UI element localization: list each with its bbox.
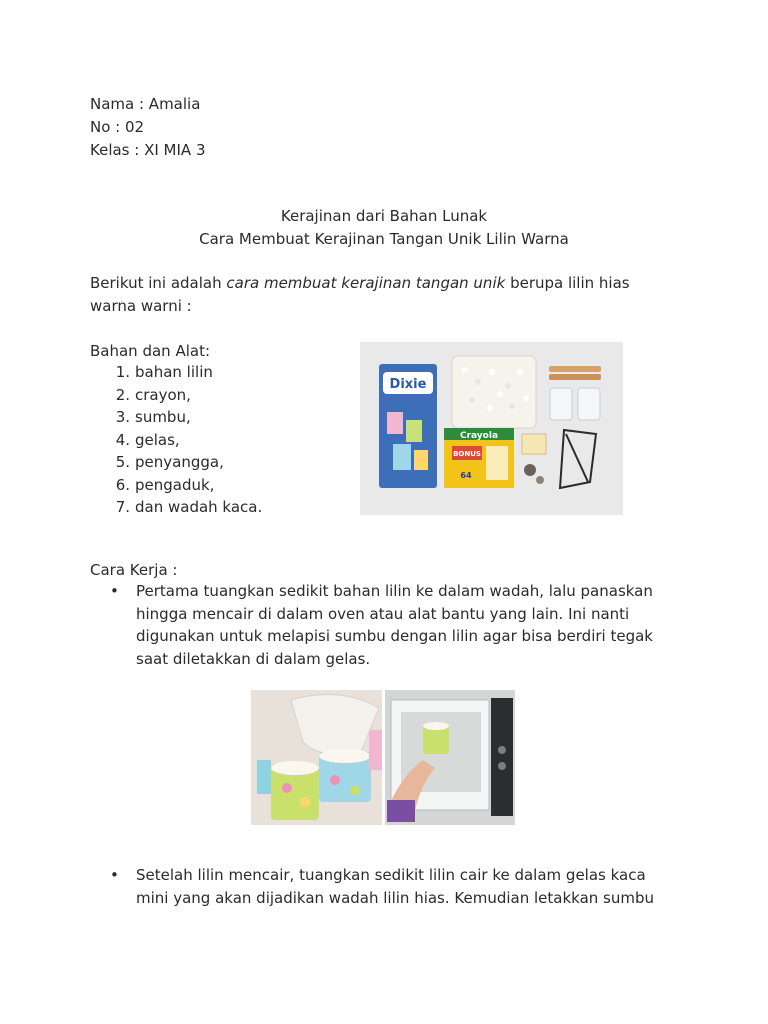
intro-paragraph-line2: warna warni : xyxy=(90,297,192,315)
crayola-box xyxy=(444,428,514,488)
materials-photo xyxy=(360,342,623,515)
crayola-brand-label: Crayola xyxy=(459,431,499,441)
dixie-brand-label: Dixie xyxy=(389,377,427,392)
list-item: 3. sumbu, xyxy=(115,408,191,426)
bullet-marker: • xyxy=(110,582,119,600)
wax-bag xyxy=(452,356,536,428)
list-item: 5. penyangga, xyxy=(115,453,224,471)
list-item: 2. crayon, xyxy=(115,385,191,404)
wax-cups-photo xyxy=(251,690,382,825)
crayola-count-label: 64 xyxy=(460,471,472,480)
student-class: Kelas : XI MIA 3 xyxy=(90,141,206,159)
student-number: No : 02 xyxy=(90,118,145,136)
intro-paragraph xyxy=(90,272,630,294)
document-page: Nama : Amalia No : 02 Kelas : XI MIA 3 Kerajinan dari Bahan Lunak Cara Membuat Kerajinan Tangan Unik Lilin Warna Berikut ini adalah cara membuat kerajinan tangan unik berupa lilin hias warna warni : Bahan dan Alat: 1. bahan lilin 2. crayon, 3. sumbu, 4. gelas, 5. penyangga, 6. pengaduk, 7. dan wadah kaca. Dixie Crayola BONUS 64 Cara Kerja : • Pertama tuangkan sedikit bahan lilin ke dalam wadah, lalu panaskan hingga mencair di dalam oven atau alat bantu yang lain. Ini nanti digunakan untuk melapisi sumbu dengan lilin agar bisa berdiri tegak saat diletakkan di dalam gelas. • Setelah lilin mencair, tuangkan sedikit lilin cair ke dalam gelas kaca mini yang akan dijadikan wadah lilin hias. Kemudian letakkan sumbu xyxy=(0,0,768,1024)
list-item: 4. gelas, xyxy=(115,430,180,449)
list-item: 7. dan wadah kaca. xyxy=(115,498,263,516)
materials-heading: Bahan dan Alat: xyxy=(90,342,210,360)
student-name: Nama : Amalia xyxy=(90,95,201,113)
intro-emphasis: cara membuat kerajinan tangan unik xyxy=(226,274,506,292)
bullet-marker: • xyxy=(110,866,119,884)
steps-heading: Cara Kerja : xyxy=(90,561,178,579)
list-item: 1. bahan lilin xyxy=(115,363,213,381)
microwave-photo xyxy=(385,690,515,825)
document-subtitle: Cara Membuat Kerajinan Tangan Unik Lilin Warna xyxy=(199,230,569,248)
intro-suffix: berupa lilin hias xyxy=(505,274,630,292)
materials-list xyxy=(90,361,262,519)
list-item: 6. pengaduk, xyxy=(115,475,215,494)
document-title: Kerajinan dari Bahan Lunak xyxy=(280,207,488,225)
step1-photo xyxy=(251,690,515,825)
crayola-badge-label: BONUS xyxy=(453,450,481,458)
dixie-box xyxy=(379,364,437,488)
intro-prefix: Berikut ini adalah xyxy=(90,274,227,292)
